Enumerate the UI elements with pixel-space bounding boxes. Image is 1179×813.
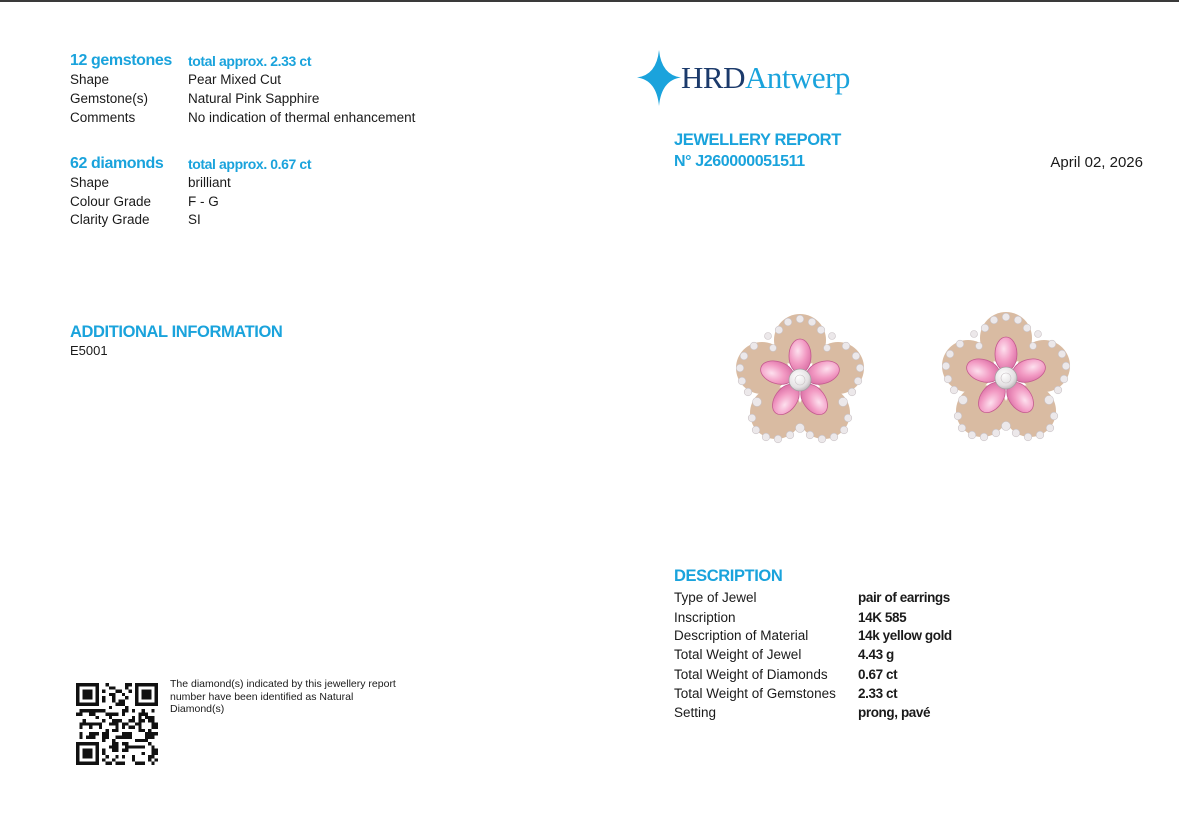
qr-module bbox=[132, 745, 135, 748]
qr-module bbox=[132, 709, 135, 712]
qr-module bbox=[79, 713, 82, 716]
qr-module bbox=[79, 709, 82, 712]
dia-clarity-value: SI bbox=[188, 212, 201, 227]
qr-module bbox=[96, 716, 99, 719]
qr-module bbox=[112, 742, 115, 745]
gemstones-count: 12 gemstones bbox=[70, 52, 172, 69]
qr-module bbox=[79, 726, 82, 729]
qr-module bbox=[148, 732, 151, 735]
qr-module bbox=[112, 722, 115, 725]
qr-module bbox=[128, 745, 131, 748]
qr-module bbox=[122, 732, 125, 735]
qr-module bbox=[142, 713, 145, 716]
qr-module bbox=[142, 762, 145, 765]
qr-module bbox=[96, 709, 99, 712]
desc-weight-diamonds-label: Total Weight of Diamonds bbox=[674, 667, 828, 682]
qr-module bbox=[151, 762, 154, 765]
qr-module bbox=[138, 719, 141, 722]
logo-antwerp: Antwerp bbox=[744, 60, 850, 95]
description-title: DESCRIPTION bbox=[674, 567, 783, 585]
diamonds-total: total approx. 0.67 ct bbox=[188, 156, 312, 172]
qr-module bbox=[119, 690, 122, 693]
qr-module bbox=[115, 729, 118, 732]
qr-module bbox=[145, 713, 148, 716]
desc-weight-jewel-label: Total Weight of Jewel bbox=[674, 647, 802, 662]
qr-module bbox=[99, 722, 102, 725]
qr-module bbox=[122, 709, 125, 712]
dia-colour-label: Colour Grade bbox=[70, 194, 152, 209]
qr-module bbox=[122, 713, 125, 716]
qr-module bbox=[119, 762, 122, 765]
qr-module bbox=[125, 683, 128, 686]
report-number: N° J260000051511 bbox=[674, 153, 805, 170]
qr-module bbox=[115, 742, 118, 745]
qr-module bbox=[102, 690, 105, 693]
qr-module bbox=[125, 706, 128, 709]
qr-module bbox=[92, 735, 95, 738]
desc-inscription-value: 14K 585 bbox=[858, 610, 907, 625]
qr-module bbox=[151, 709, 154, 712]
qr-module bbox=[145, 716, 148, 719]
qr-code-graphic bbox=[76, 683, 158, 765]
qr-module bbox=[112, 686, 115, 689]
hrd-antwerp-logo bbox=[637, 48, 877, 108]
qr-module bbox=[109, 686, 112, 689]
desc-weight-gemstones-value: 2.33 ct bbox=[858, 686, 898, 701]
qr-module bbox=[148, 719, 151, 722]
qr-module bbox=[112, 713, 115, 716]
qr-module bbox=[151, 749, 154, 752]
qr-module bbox=[122, 726, 125, 729]
gem-comments-value: No indication of thermal enhancement bbox=[188, 110, 416, 125]
qr-module bbox=[99, 709, 102, 712]
qr-module bbox=[128, 732, 131, 735]
diamonds-count: 62 diamonds bbox=[70, 155, 164, 172]
qr-module bbox=[132, 755, 135, 758]
qr-module bbox=[151, 716, 154, 719]
qr-module bbox=[109, 716, 112, 719]
desc-material-label: Description of Material bbox=[674, 628, 809, 643]
qr-module bbox=[155, 749, 158, 752]
qr-module bbox=[106, 729, 109, 732]
qr-module bbox=[102, 699, 105, 702]
qr-module bbox=[125, 735, 128, 738]
qr-module bbox=[99, 726, 102, 729]
qr-module bbox=[106, 762, 109, 765]
qr-module bbox=[115, 755, 118, 758]
qr-module bbox=[138, 726, 141, 729]
qr-module bbox=[106, 755, 109, 758]
qr-module bbox=[128, 683, 131, 686]
desc-type-label: Type of Jewel bbox=[674, 590, 757, 605]
qr-module bbox=[138, 762, 141, 765]
qr-module bbox=[89, 713, 92, 716]
qr-module bbox=[112, 719, 115, 722]
qr-module bbox=[125, 745, 128, 748]
gemstones-section bbox=[70, 52, 470, 132]
qr-module bbox=[102, 735, 105, 738]
desc-type-value: pair of earrings bbox=[858, 590, 950, 605]
qr-module bbox=[109, 706, 112, 709]
qr-module bbox=[119, 735, 122, 738]
qr-module bbox=[142, 739, 145, 742]
qr-module bbox=[128, 719, 131, 722]
report-date: April 02, 2026 bbox=[1050, 154, 1143, 171]
qr-module bbox=[125, 686, 128, 689]
qr-module bbox=[76, 713, 79, 716]
earrings-image bbox=[728, 312, 1084, 447]
desc-weight-jewel-value: 4.43 g bbox=[858, 647, 894, 662]
diamonds-section bbox=[70, 155, 470, 235]
qr-module bbox=[89, 709, 92, 712]
qr-module bbox=[102, 749, 105, 752]
desc-weight-diamonds-value: 0.67 ct bbox=[858, 667, 898, 682]
qr-module bbox=[122, 735, 125, 738]
qr-module bbox=[145, 739, 148, 742]
qr-module bbox=[102, 752, 105, 755]
description-section bbox=[674, 567, 1074, 727]
qr-module bbox=[112, 696, 115, 699]
qr-module bbox=[132, 726, 135, 729]
qr-module bbox=[115, 703, 118, 706]
qr-module bbox=[155, 726, 158, 729]
additional-info-code: E5001 bbox=[70, 343, 108, 358]
qr-module bbox=[132, 719, 135, 722]
qr-module bbox=[132, 716, 135, 719]
qr-module bbox=[92, 732, 95, 735]
qr-module bbox=[115, 749, 118, 752]
qr-module bbox=[148, 758, 151, 761]
desc-inscription-label: Inscription bbox=[674, 610, 736, 625]
qr-module bbox=[151, 726, 154, 729]
qr-module bbox=[119, 703, 122, 706]
qr-module bbox=[96, 732, 99, 735]
qr-module bbox=[112, 693, 115, 696]
qr-module bbox=[125, 742, 128, 745]
qr-module bbox=[79, 732, 82, 735]
dia-shape-label: Shape bbox=[70, 175, 110, 190]
qr-module bbox=[142, 752, 145, 755]
qr-module bbox=[151, 735, 154, 738]
qr-module bbox=[155, 732, 158, 735]
qr-module bbox=[109, 713, 112, 716]
qr-module bbox=[119, 699, 122, 702]
qr-module bbox=[89, 735, 92, 738]
gem-comments-label: Comments bbox=[70, 110, 136, 125]
qr-module bbox=[151, 732, 154, 735]
qr-module bbox=[92, 722, 95, 725]
gemstones-total: total approx. 2.33 ct bbox=[188, 53, 312, 69]
qr-module bbox=[109, 762, 112, 765]
qr-module bbox=[155, 758, 158, 761]
qr-module bbox=[112, 749, 115, 752]
qr-module bbox=[102, 719, 105, 722]
logo-wordmark bbox=[681, 60, 850, 96]
qr-module bbox=[86, 709, 89, 712]
dia-colour-value: F - G bbox=[188, 194, 219, 209]
qr-module bbox=[112, 739, 115, 742]
qr-module bbox=[109, 745, 112, 748]
qr-module bbox=[148, 735, 151, 738]
qr-module bbox=[96, 722, 99, 725]
qr-module bbox=[112, 745, 115, 748]
qr-module bbox=[138, 729, 141, 732]
qr-module bbox=[79, 735, 82, 738]
qr-module bbox=[155, 752, 158, 755]
desc-setting-value: prong, pavé bbox=[858, 705, 931, 720]
qr-module bbox=[122, 749, 125, 752]
qr-module bbox=[112, 699, 115, 702]
qr-module bbox=[148, 742, 151, 745]
qr-module bbox=[138, 713, 141, 716]
qr-module bbox=[135, 739, 138, 742]
qr-module bbox=[128, 726, 131, 729]
qr-module bbox=[112, 758, 115, 761]
qr-module bbox=[138, 745, 141, 748]
earrings-photo bbox=[728, 312, 1084, 447]
desc-setting-label: Setting bbox=[674, 705, 717, 720]
qr-module bbox=[122, 699, 125, 702]
qr-module bbox=[122, 693, 125, 696]
report-title: JEWELLERY REPORT bbox=[674, 131, 841, 149]
qr-module bbox=[125, 732, 128, 735]
qr-module bbox=[151, 752, 154, 755]
qr-module bbox=[142, 719, 145, 722]
qr-module bbox=[151, 755, 154, 758]
qr-module bbox=[115, 690, 118, 693]
qr-module bbox=[79, 722, 82, 725]
qr-module bbox=[83, 722, 86, 725]
gem-shape-label: Shape bbox=[70, 72, 110, 87]
qr-module bbox=[115, 745, 118, 748]
qr-module bbox=[148, 729, 151, 732]
qr-module bbox=[125, 696, 128, 699]
qr-module bbox=[115, 762, 118, 765]
qr-module bbox=[115, 735, 118, 738]
desc-weight-gemstones-label: Total Weight of Gemstones bbox=[674, 686, 836, 701]
qr-module bbox=[89, 722, 92, 725]
qr-module bbox=[83, 719, 86, 722]
top-border bbox=[0, 0, 1179, 2]
qr-module bbox=[122, 742, 125, 745]
qr-module bbox=[145, 732, 148, 735]
gem-type-value: Natural Pink Sapphire bbox=[188, 91, 320, 106]
qr-module bbox=[86, 722, 89, 725]
gem-type-label: Gemstone(s) bbox=[70, 91, 149, 106]
dia-clarity-label: Clarity Grade bbox=[70, 212, 150, 227]
qr-module bbox=[151, 722, 154, 725]
qr-module bbox=[135, 722, 138, 725]
qr-module bbox=[148, 755, 151, 758]
qr-module bbox=[135, 762, 138, 765]
qr-module bbox=[138, 722, 141, 725]
qr-module bbox=[125, 709, 128, 712]
qr-module bbox=[138, 739, 141, 742]
qr-module bbox=[106, 683, 109, 686]
qr-module bbox=[92, 713, 95, 716]
qr-module bbox=[122, 762, 125, 765]
qr-module bbox=[145, 735, 148, 738]
qr-module bbox=[125, 722, 128, 725]
qr-module bbox=[83, 709, 86, 712]
qr-module bbox=[125, 749, 128, 752]
qr-module bbox=[142, 690, 152, 700]
qr-module bbox=[102, 696, 105, 699]
qr-module bbox=[148, 716, 151, 719]
qr-module bbox=[115, 713, 118, 716]
qr-module bbox=[89, 732, 92, 735]
qr-module bbox=[128, 735, 131, 738]
qr-module bbox=[102, 739, 105, 742]
qr-module bbox=[106, 732, 109, 735]
qr-module bbox=[138, 716, 141, 719]
gem-shape-value: Pear Mixed Cut bbox=[188, 72, 282, 87]
qr-module bbox=[83, 749, 93, 759]
qr-module bbox=[115, 722, 118, 725]
qr-code-icon[interactable] bbox=[76, 683, 158, 765]
dia-shape-value: brilliant bbox=[188, 175, 231, 190]
qr-module bbox=[102, 758, 105, 761]
logo-hrd: HRD bbox=[681, 60, 745, 95]
natural-diamond-note: The diamond(s) indicated by this jewellery report number have been identified as Natural Diamond(s) bbox=[170, 678, 396, 715]
qr-module bbox=[155, 722, 158, 725]
qr-module bbox=[115, 719, 118, 722]
qr-module bbox=[132, 758, 135, 761]
qr-module bbox=[128, 690, 131, 693]
qr-module bbox=[151, 745, 154, 748]
qr-module bbox=[142, 745, 145, 748]
qr-module bbox=[151, 719, 154, 722]
qr-module bbox=[83, 690, 93, 700]
qr-module bbox=[106, 713, 109, 716]
qr-module bbox=[102, 709, 105, 712]
additional-info-title: ADDITIONAL INFORMATION bbox=[70, 323, 283, 341]
qr-module bbox=[122, 703, 125, 706]
qr-module bbox=[86, 735, 89, 738]
qr-module bbox=[112, 729, 115, 732]
qr-module bbox=[106, 735, 109, 738]
qr-module bbox=[89, 726, 92, 729]
qr-module bbox=[122, 755, 125, 758]
qr-module bbox=[119, 719, 122, 722]
qr-module bbox=[109, 722, 112, 725]
qr-module bbox=[115, 726, 118, 729]
qr-module bbox=[142, 729, 145, 732]
qr-module bbox=[109, 693, 112, 696]
qr-module bbox=[122, 722, 125, 725]
desc-material-value: 14k yellow gold bbox=[858, 628, 952, 643]
qr-module bbox=[135, 745, 138, 748]
qr-module bbox=[142, 709, 145, 712]
qr-module bbox=[92, 709, 95, 712]
qr-module bbox=[102, 732, 105, 735]
